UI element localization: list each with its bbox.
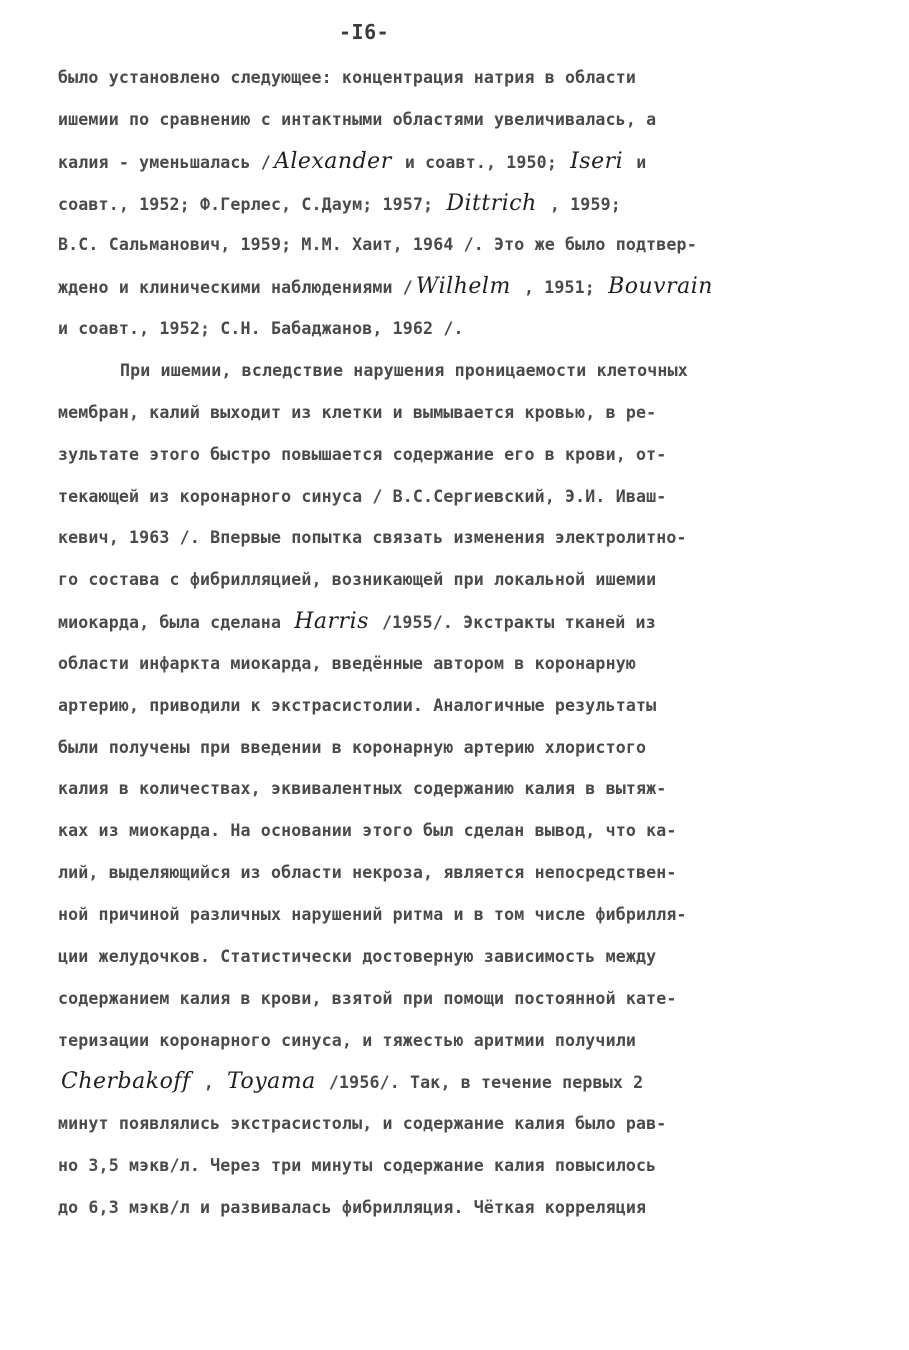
text-line — [58, 1030, 636, 1052]
typed-text: кевич, 1963 /. Впервые попытка связать изменения электролитно- — [58, 528, 687, 548]
typed-text: калия - уменьшалась / — [58, 152, 271, 172]
text-line — [58, 988, 677, 1010]
typed-text: , 1959; — [539, 194, 621, 214]
typed-text: ции желудочков. Статистически достоверную зависимость между — [58, 946, 657, 966]
text-line — [58, 820, 677, 842]
typed-text: миокарда, была сделана — [58, 613, 292, 633]
typed-text: зультате этого быстро повышается содержание его в крови, от- — [58, 444, 667, 464]
text-line — [58, 1113, 666, 1135]
text-line — [58, 486, 666, 508]
text-line — [58, 1071, 643, 1094]
text-line — [58, 611, 656, 634]
text-line — [58, 1155, 656, 1177]
text-line — [58, 109, 656, 131]
typed-text: мембран, калий выходит из клетки и вымывается кровью, в ре- — [58, 402, 657, 422]
typed-text: , 1951; — [513, 278, 606, 298]
text-line — [58, 653, 636, 675]
text-line — [58, 695, 656, 717]
handwritten-name: Iseri — [570, 148, 624, 174]
typed-text: и — [626, 152, 647, 172]
text-line — [58, 276, 716, 299]
text-line — [58, 402, 656, 424]
text-line — [58, 527, 687, 549]
typed-text: и соавт., 1952; С.Н. Бабаджанов, 1962 /. — [58, 319, 464, 339]
typed-text: области инфаркта миокарда, введённые автором в коронарную — [58, 653, 636, 673]
typed-text: В.С. Сальманович, 1959; М.М. Хаит, 1964 /. Это же было подтвер- — [58, 235, 697, 255]
handwritten-name: Harris — [294, 609, 369, 635]
handwritten-name: Toyama — [227, 1069, 316, 1095]
handwritten-name: Wilhelm — [415, 274, 511, 300]
typed-text: но 3,5 мэкв/л. Через три минуты содержание калия повысилось — [58, 1156, 657, 1176]
typed-text: ждено и клиническими наблюдениями / — [58, 278, 413, 298]
text-line — [58, 67, 636, 89]
typed-text: теризации коронарного синуса, и тяжестью аритмии получили — [58, 1030, 636, 1050]
typed-text: до 6,3 мэкв/л и развивалась фибрилляция. Чёткая корреляция — [58, 1197, 647, 1217]
typed-text: содержанием калия в крови, взятой при помощи постоянной кате- — [58, 988, 677, 1008]
text-line — [58, 148, 647, 174]
typed-text: , — [193, 1073, 225, 1093]
typed-text: лий, выделяющийся из области некроза, является непосредствен- — [58, 863, 677, 883]
typed-text: /1956/. Так, в течение первых 2 — [318, 1073, 644, 1093]
text-line — [58, 444, 666, 466]
text-line — [58, 318, 464, 340]
text-line — [120, 360, 688, 382]
text-line — [58, 778, 666, 800]
handwritten-name: Bouvrain — [608, 274, 713, 300]
handwritten-name: Dittrich — [446, 190, 537, 216]
handwritten-name: Alexander — [273, 148, 392, 174]
typed-text: калия в количествах, эквивалентных содержанию калия в вытяж- — [58, 779, 667, 799]
typed-text: артерию, приводили к экстрасистолии. Аналогичные результаты — [58, 695, 657, 715]
text-line — [58, 190, 621, 216]
text-line — [58, 904, 687, 926]
typed-text: текающей из коронарного синуса / В.С.Сергиевский, Э.И. Иваш- — [58, 486, 667, 506]
typed-text: было установлено следующее: концентрация натрия в области — [58, 68, 636, 87]
text-line — [58, 234, 697, 256]
page-number: -I6- — [339, 20, 390, 44]
typed-text: го состава с фибрилляцией, возникающей при локальной ишемии — [58, 570, 657, 590]
text-line — [58, 569, 656, 591]
typed-text: соавт., 1952; Ф.Герлес, С.Даум; 1957; — [58, 194, 444, 214]
typed-text: минут появлялись экстрасистолы, и содержание калия было рав- — [58, 1114, 667, 1134]
handwritten-name: Cherbakoff — [61, 1069, 191, 1095]
typed-text: При ишемии, вследствие нарушения проницаемости клеточных — [120, 360, 688, 380]
typed-text: были получены при введении в коронарную артерию хлористого — [58, 737, 647, 757]
text-line — [58, 862, 677, 884]
typed-text: и соавт., 1950; — [394, 152, 568, 172]
text-line — [58, 1197, 646, 1219]
text-line — [58, 946, 656, 968]
typed-text: /1955/. Экстракты тканей из — [371, 613, 656, 633]
text-line — [58, 737, 646, 759]
typed-text: ишемии по сравнению с интактными областями увеличивалась, а — [58, 109, 657, 129]
typed-text: ной причиной различных нарушений ритма и в том числе фибрилля- — [58, 905, 687, 924]
typed-text: ках из миокарда. На основании этого был сделан вывод, что ка- — [58, 821, 677, 841]
